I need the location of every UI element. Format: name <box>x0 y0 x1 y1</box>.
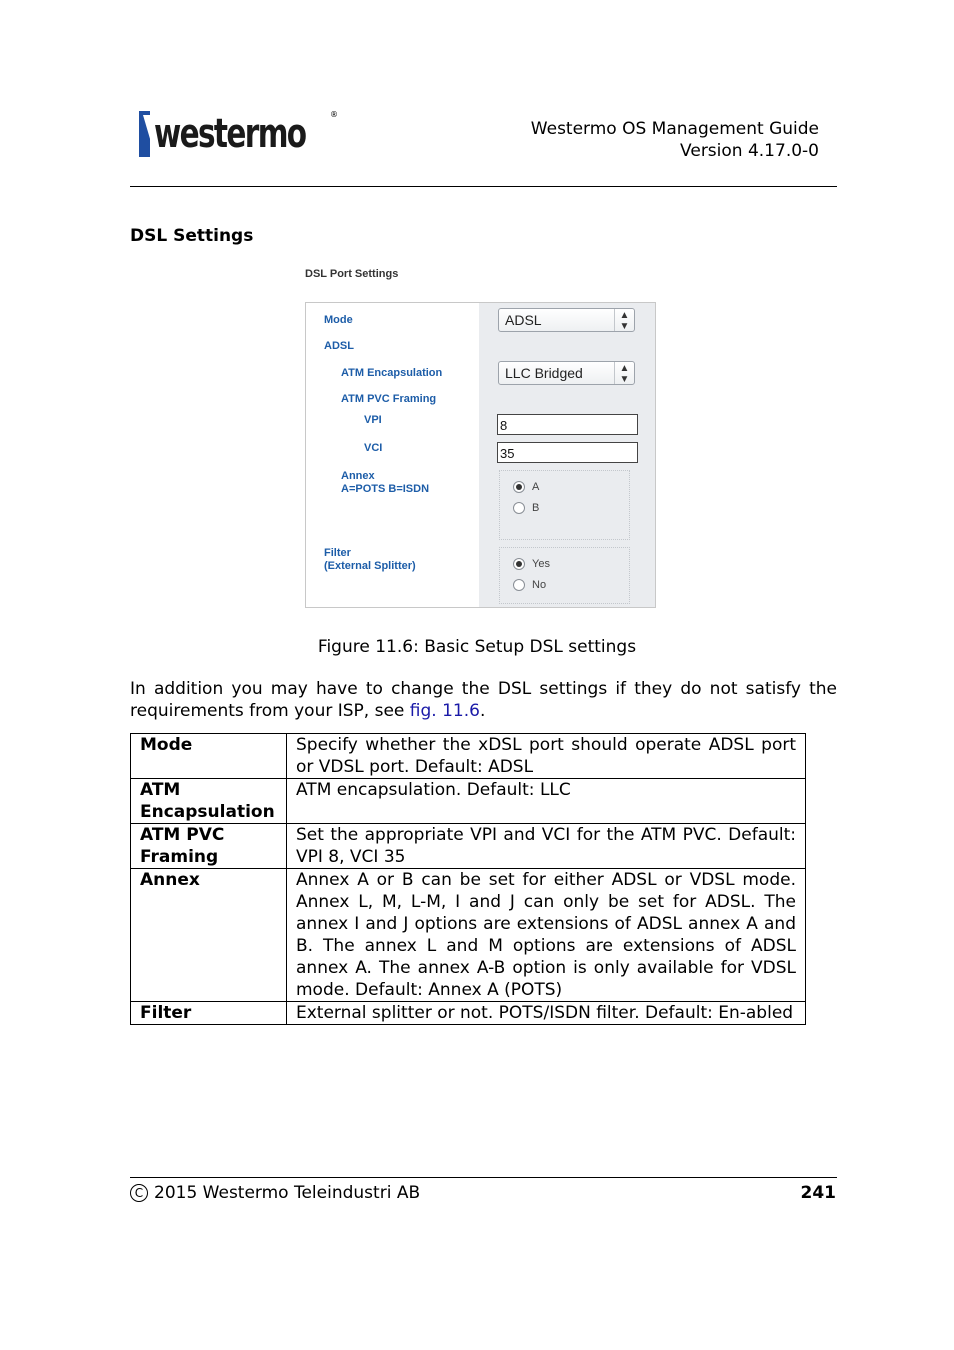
dsl-port-settings-panel <box>305 302 656 608</box>
section-title: DSL Settings <box>130 226 254 246</box>
guide-version: Version 4.17.0-0 <box>680 141 819 161</box>
vci-input[interactable]: 35 <box>497 442 638 463</box>
filter-label-line2: (External Splitter) <box>324 560 416 572</box>
logo-wordmark: westermo <box>154 111 306 157</box>
radio-checked-icon <box>513 558 525 570</box>
annex-label-line2: A=POTS B=ISDN <box>341 483 430 495</box>
document-header <box>531 118 819 162</box>
mode-select-value: ADSL <box>505 312 542 328</box>
annex-option-b[interactable] <box>513 502 539 514</box>
radio-unchecked-icon <box>513 579 525 591</box>
table-term: ATM PVC Framing <box>131 824 287 869</box>
filter-option-no[interactable] <box>513 579 546 591</box>
atm-encapsulation-select[interactable] <box>498 361 635 385</box>
mode-select[interactable] <box>498 308 635 332</box>
atm-encapsulation-select-value: LLC Bridged <box>505 365 583 381</box>
annex-label <box>341 470 429 496</box>
table-definition: Set the appropriate VPI and VCI for the ATM PVC. Default: VPI 8, VCI 35 <box>287 824 806 869</box>
footer-copyright <box>130 1183 420 1203</box>
table-definition: External splitter or not. POTS/ISDN filter. Default: En-abled <box>287 1002 806 1025</box>
atm-pvc-framing-label: ATM PVC Framing <box>341 393 437 405</box>
table-term: Annex <box>131 869 287 1002</box>
page-number: 241 <box>800 1183 836 1203</box>
updown-chevron-icon: ▲ ▼ <box>614 309 634 331</box>
adsl-label: ADSL <box>324 340 354 352</box>
filter-label-line1: Filter <box>324 547 351 559</box>
settings-description-table <box>130 733 806 1025</box>
annex-option-a[interactable] <box>513 481 539 493</box>
atm-encapsulation-label: ATM Encapsulation <box>341 367 443 379</box>
paragraph-text: In addition you may have to change the DSL settings if they do not satisfy the requirements from your ISP, see <box>130 679 837 721</box>
figure-reference-link[interactable]: fig. 11.6 <box>409 701 480 721</box>
filter-option-yes[interactable] <box>513 558 550 570</box>
table-definition: Specify whether the xDSL port should operate ADSL port or VDSL port. Default: ADSL <box>287 734 806 779</box>
annex-option-a-label: A <box>532 481 540 493</box>
table-term: ATM Encapsulation <box>131 779 287 824</box>
vpi-input[interactable]: 8 <box>497 414 638 435</box>
table-definition: ATM encapsulation. Default: LLC <box>287 779 806 824</box>
paragraph-end: . <box>479 701 486 721</box>
mode-label: Mode <box>324 314 353 326</box>
table-row <box>131 734 806 779</box>
filter-option-yes-label: Yes <box>532 558 550 570</box>
panel-title: DSL Port Settings <box>305 268 399 280</box>
table-term: Mode <box>131 734 287 779</box>
filter-label <box>324 547 416 573</box>
table-term: Filter <box>131 1002 287 1025</box>
annex-option-b-label: B <box>532 502 540 514</box>
registered-mark: ® <box>330 110 338 119</box>
annex-label-line1: Annex <box>341 470 375 482</box>
table-row <box>131 869 806 1002</box>
filter-radio-group <box>499 547 630 604</box>
vpi-label: VPI <box>364 414 382 426</box>
westermo-logo-mark <box>139 111 150 157</box>
westermo-logo <box>139 110 339 158</box>
radio-unchecked-icon <box>513 502 525 514</box>
body-paragraph <box>130 678 837 722</box>
table-definition: Annex A or B can be set for either ADSL or VDSL mode. Annex L, M, L-M, I and J can only be set for ADSL. The annex I and J options are extensions of ADSL annex A and B. The annex L and M options are extensions of ADSL annex A. The annex A-B option is only available for VDSL mode. Default: Annex A (POTS) <box>287 869 806 1002</box>
footer-divider <box>130 1177 837 1178</box>
header-divider <box>130 186 837 187</box>
annex-radio-group <box>499 470 630 540</box>
table-row <box>131 824 806 869</box>
copyright-text: 2015 Westermo Teleindustri AB <box>154 1183 421 1203</box>
filter-option-no-label: No <box>532 579 547 591</box>
radio-checked-icon <box>513 481 525 493</box>
figure-caption: Figure 11.6: Basic Setup DSL settings <box>317 637 637 657</box>
table-row <box>131 779 806 824</box>
copyright-icon: C <box>130 1184 148 1202</box>
guide-title: Westermo OS Management Guide <box>530 119 819 139</box>
table-row <box>131 1002 806 1025</box>
vci-label: VCI <box>364 442 383 454</box>
updown-chevron-icon: ▲ ▼ <box>614 362 634 384</box>
